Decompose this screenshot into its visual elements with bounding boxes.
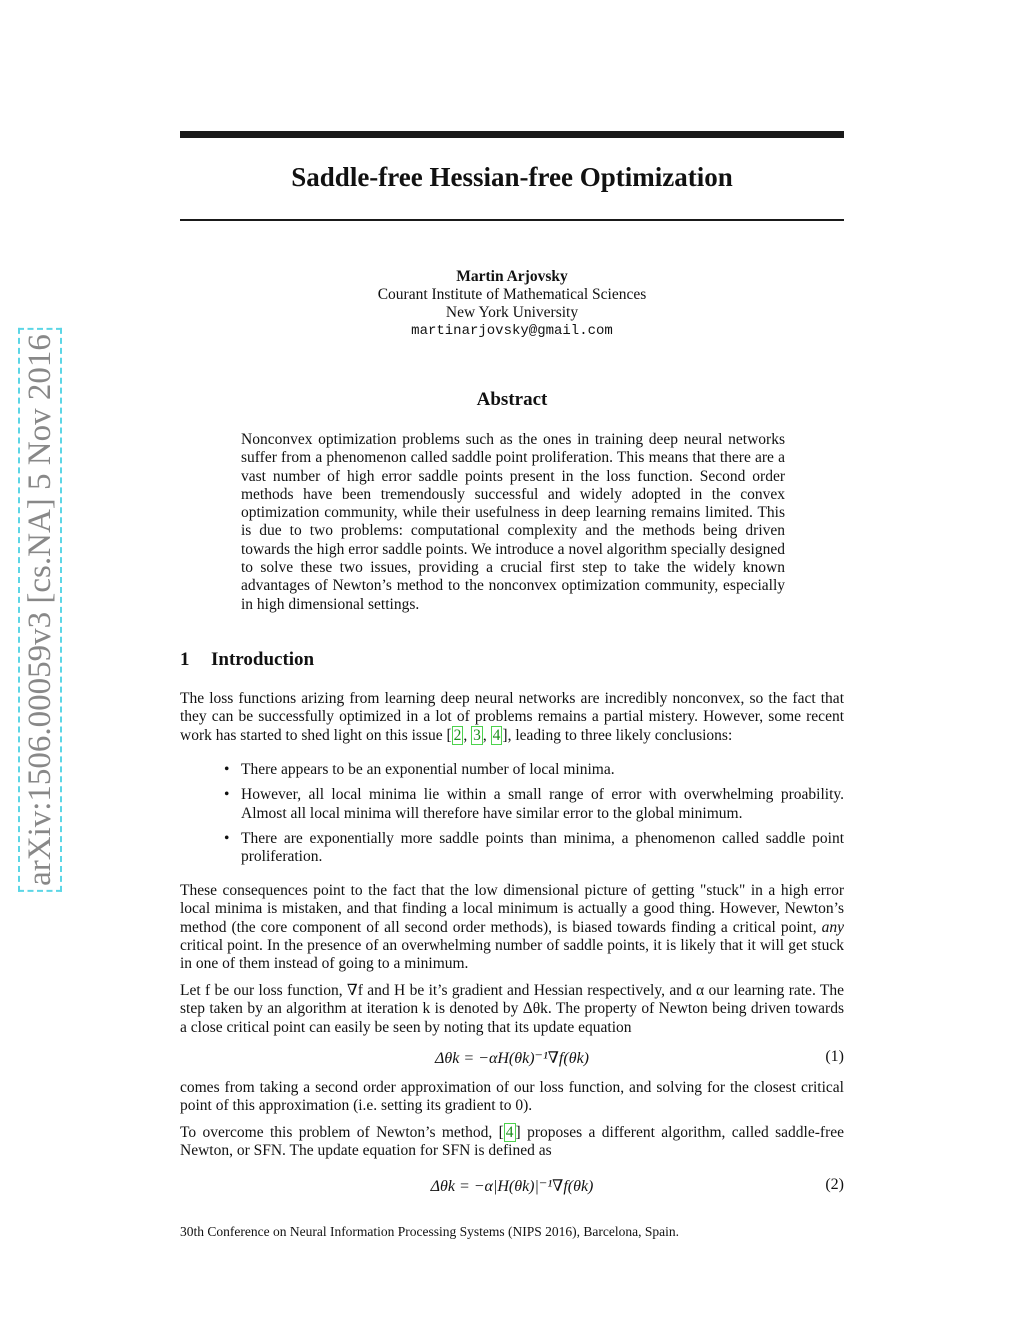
- arxiv-id[interactable]: arXiv:1506.00059v3 [cs.NA] 5 Nov 2016: [18, 328, 62, 892]
- intro-paragraph-1: The loss functions arizing from learning deep neural networks are incredibly nonconvex, so the fact that they can be successfully optimized in a lot of problems remains a partial mistery. However, some recent work has started to shed light on this issue [ 2 , 3 , 4 ], leading to three likely conclusions:: [180, 690, 844, 744]
- conference-footnote: 30th Conference on Neural Information Processing Systems (NIPS 2016), Barcelona, Spain.: [180, 1224, 680, 1239]
- author-block: [180, 268, 844, 340]
- equation-2: [180, 1176, 844, 1196]
- section-heading: [180, 649, 314, 671]
- citation-link[interactable]: 4: [505, 1124, 514, 1141]
- author-university: New York University: [445, 304, 579, 321]
- p5-text-b: ] proposes a different algorithm, called saddle-free Newton, or SFN. The update equation for SFN is defined as: [180, 1124, 844, 1160]
- intro-paragraph-3: Let f be our loss function, ∇f and H be it’s gradient and Hessian respectively, and α our learning rate. The step taken by an algorithm at iteration k is denoted by Δθk. The property of Newton being driven towards a close critical point can easily be seen by noting that its update equation: [180, 982, 844, 1036]
- bullet-icon: •: [224, 786, 230, 804]
- bullet-icon: •: [224, 761, 230, 778]
- author-email[interactable]: martinarjovsky@gmail.com: [411, 323, 613, 339]
- arxiv-sidebar: [15, 318, 65, 902]
- p2-emphasis: any: [821, 918, 844, 936]
- intro-paragraph-4: comes from taking a second order approximation of our loss function, and solving for the closest critical point of this approximation (i.e. setting its gradient to 0).: [180, 1079, 844, 1115]
- bullet-icon: •: [224, 829, 230, 847]
- section-number: 1: [180, 649, 190, 670]
- author-institute: Courant Institute of Mathematical Sciences: [377, 286, 647, 303]
- bullet-text: However, all local minima lie within a small range of error with overwhelming proability. Almost all local minima will therefore have similar error to the global minimum.: [241, 786, 844, 822]
- p2-text-a: These consequences point to the fact that the low dimensional picture of getting "stuck" in a high error local minima is mistaken, and that finding a local minimum is actually a good thing. However, Newton’s method (the core component of all second order methods), is biased towards finding a critical point,: [180, 882, 844, 936]
- equation-2-body: Δθk = −α|H(θk)|⁻¹∇f(θk): [430, 1178, 594, 1195]
- bullet-text: There appears to be an exponential number of local minima.: [241, 761, 615, 778]
- list-item: [180, 830, 844, 867]
- equation-1-number: (1): [825, 1048, 844, 1065]
- bullet-text: There are exponentially more saddle points than minima, a phenomenon called saddle point proliferation.: [241, 829, 844, 866]
- p5-text-a: To overcome this problem of Newton’s method, [: [180, 1124, 504, 1141]
- p2-text-b: critical point. In the presence of an overwhelming number of saddle points, it is likely that it will get stuck in one of them instead of going to a minimum.: [180, 936, 844, 973]
- p1-text-b: ], leading to three likely conclusions:: [502, 726, 733, 744]
- equation-2-number: (2): [825, 1176, 844, 1193]
- conclusions-list: [180, 761, 844, 873]
- abstract-text: Nonconvex optimization problems such as the ones in training deep neural networks suffer from a phenomenon called saddle point proliferation. This means that there are a vast number of high error saddle points present in the loss function. Second order methods have been tremendously successful and widely adopted in the convex optimization community, while their usefulness in deep learning remains limited. This is due to two problems: computational complexity and the methods being driven towards the high error saddle points. We introduce a novel algorithm specially designed to solve these two issues, providing a crucial first step to take the widely known advantages of Newton’s method to the nonconvex optimization community, especially in high dimensional settings.: [241, 431, 785, 613]
- citation-link[interactable]: 3: [473, 726, 481, 744]
- intro-paragraph-5: [180, 1124, 844, 1161]
- title-top-rule: [180, 131, 844, 138]
- title-bottom-rule: [180, 219, 844, 221]
- list-item: [180, 761, 844, 779]
- abstract-heading: Abstract: [476, 389, 548, 410]
- p1-text-a: The loss functions arizing from learning deep neural networks are incredibly nonconvex, so the fact that they can be successfully optimized in a lot of problems remains a partial mistery. However, some recent work has started to shed light on this issue [: [180, 690, 844, 744]
- paper-title: Saddle-free Hessian-free Optimization: [291, 162, 733, 192]
- author-name: Martin Arjovsky: [456, 268, 568, 285]
- equation-1-body: Δθk = −αH(θk)⁻¹∇f(θk): [435, 1050, 589, 1067]
- section-title: Introduction: [211, 649, 315, 670]
- list-item: [180, 786, 844, 823]
- equation-1: [180, 1048, 844, 1068]
- intro-paragraph-2: [180, 882, 844, 973]
- citation-link[interactable]: 4: [492, 726, 501, 744]
- citation-link[interactable]: 2: [453, 726, 462, 744]
